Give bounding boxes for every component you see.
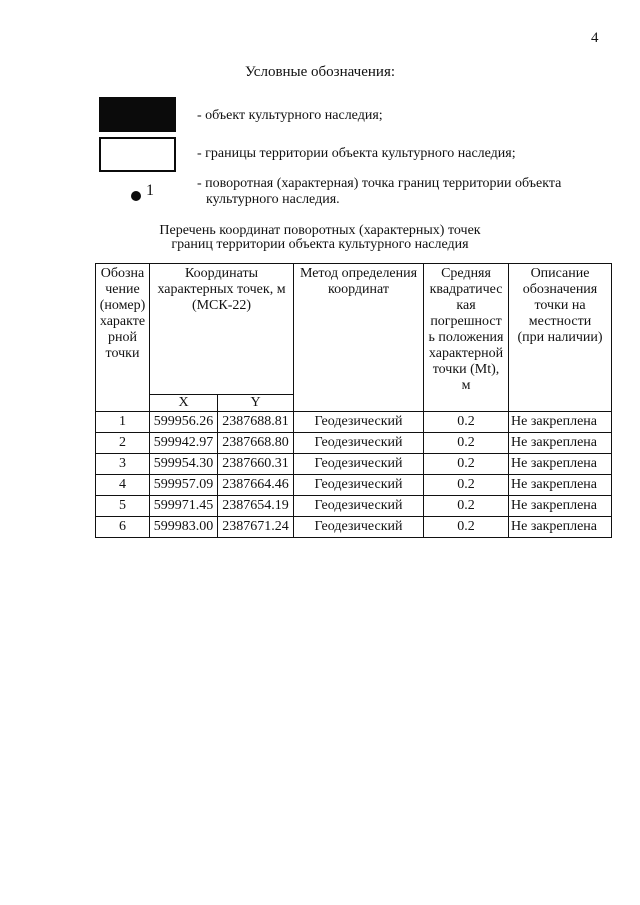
table-row [96, 454, 612, 475]
cell-y: 2387660.31 [218, 454, 294, 475]
cell-mean-error: 0.2 [424, 517, 509, 538]
header-point-number: Обозна чение (номер) характе рной точки [96, 264, 150, 412]
legend-item-turning-point-line2: культурного наследия. [206, 192, 340, 207]
cell-point-number: 4 [96, 475, 150, 496]
table-row [96, 496, 612, 517]
cell-mean-error: 0.2 [424, 433, 509, 454]
cell-x: 599983.00 [150, 517, 218, 538]
header-method: Метод определения координат [294, 264, 424, 412]
cell-method: Геодезический [294, 496, 424, 517]
cell-method: Геодезический [294, 454, 424, 475]
header-coordinates: Координаты характерных точек, м (МСК-22) [150, 264, 294, 395]
cell-mean-error: 0.2 [424, 412, 509, 433]
legend-item-territory-boundary: - границы территории объекта культурного наследия; [197, 146, 516, 161]
cell-y: 2387654.19 [218, 496, 294, 517]
cell-description: Не закреплена [509, 475, 612, 496]
cell-description: Не закреплена [509, 496, 612, 517]
cell-x: 599956.26 [150, 412, 218, 433]
table-row [96, 475, 612, 496]
legend-title: Условные обозначения: [244, 64, 396, 80]
cell-mean-error: 0.2 [424, 454, 509, 475]
heritage-object-symbol [99, 97, 176, 132]
table-title-line1: Перечень координат поворотных (характерных) точек [159, 223, 481, 238]
cell-y: 2387664.46 [218, 475, 294, 496]
cell-point-number: 1 [96, 412, 150, 433]
turning-point-dot-icon [131, 191, 141, 201]
table-row [96, 517, 612, 538]
cell-x: 599971.45 [150, 496, 218, 517]
cell-description: Не закреплена [509, 433, 612, 454]
cell-x: 599954.30 [150, 454, 218, 475]
coordinates-table [95, 263, 612, 538]
cell-description: Не закреплена [509, 454, 612, 475]
territory-boundary-symbol [99, 137, 176, 172]
cell-description: Не закреплена [509, 412, 612, 433]
cell-x: 599942.97 [150, 433, 218, 454]
cell-point-number: 6 [96, 517, 150, 538]
page-number: 4 [591, 30, 599, 46]
header-mean-error: Средняя квадратичес кая погрешност ь положения характерной точки (Mt), м [424, 264, 509, 412]
cell-y: 2387668.80 [218, 433, 294, 454]
table-title [0, 224, 640, 252]
table-header-row [96, 264, 612, 395]
cell-description: Не закреплена [509, 517, 612, 538]
cell-mean-error: 0.2 [424, 475, 509, 496]
cell-method: Геодезический [294, 433, 424, 454]
cell-point-number: 5 [96, 496, 150, 517]
header-description: Описание обозначения точки на местности (при наличии) [509, 264, 612, 412]
cell-method: Геодезический [294, 412, 424, 433]
cell-method: Геодезический [294, 475, 424, 496]
header-x: X [150, 395, 218, 412]
cell-mean-error: 0.2 [424, 496, 509, 517]
cell-x: 599957.09 [150, 475, 218, 496]
header-y: Y [218, 395, 294, 412]
table-title-line2: границ территории объекта культурного наследия [171, 237, 469, 252]
legend-item-heritage-object: - объект культурного наследия; [197, 108, 383, 123]
cell-y: 2387671.24 [218, 517, 294, 538]
turning-point-label: 1 [146, 182, 154, 199]
cell-y: 2387688.81 [218, 412, 294, 433]
cell-method: Геодезический [294, 517, 424, 538]
table-row [96, 433, 612, 454]
legend-item-turning-point [197, 176, 607, 208]
cell-point-number: 3 [96, 454, 150, 475]
table-row [96, 412, 612, 433]
cell-point-number: 2 [96, 433, 150, 454]
legend-item-turning-point-line1: - поворотная (характерная) точка границ территории объекта [197, 176, 562, 191]
